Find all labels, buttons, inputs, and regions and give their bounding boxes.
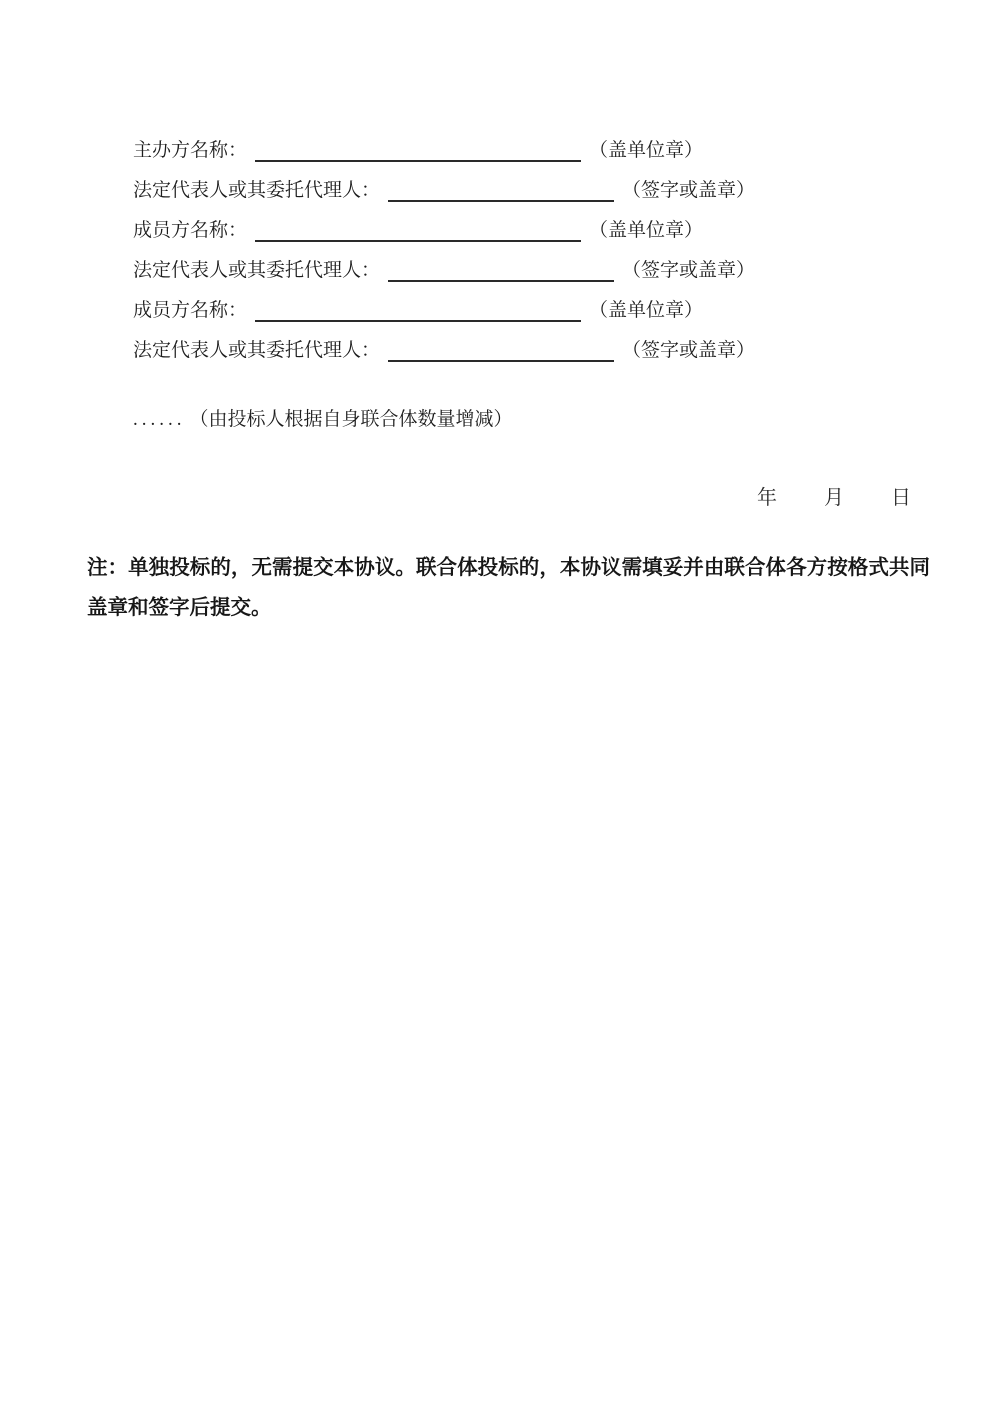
day-label: 日 (891, 487, 911, 509)
fill-in-blank (388, 200, 614, 202)
field-label: 成员方名称： (133, 220, 248, 241)
month-label: 月 (824, 487, 844, 509)
fill-in-blank (255, 320, 581, 322)
fill-in-blank (388, 280, 614, 282)
ellipsis-dots: ...... (133, 409, 186, 430)
fill-in-blank (255, 160, 581, 162)
ellipsis-note (133, 404, 933, 431)
form-line-member-representative (133, 246, 933, 286)
signature-block (133, 126, 933, 431)
seal-instruction: （签字或盖章） (622, 340, 756, 361)
seal-instruction: （签字或盖章） (622, 260, 756, 281)
field-label: 法定代表人或其委托代理人： (133, 180, 381, 201)
date-line (0, 481, 911, 510)
form-line-host-name (133, 126, 933, 166)
seal-instruction: （签字或盖章） (622, 180, 756, 201)
footnote: 注：单独投标的，无需提交本协议。联合体投标的，本协议需填妥并由联合体各方按格式共同盖章和签字后提交。 (87, 557, 930, 619)
ellipsis-text: （由投标人根据自身联合体数量增减） (189, 409, 513, 430)
form-line-host-representative (133, 166, 933, 206)
year-label: 年 (757, 487, 777, 509)
fill-in-blank (255, 240, 581, 242)
fill-in-blank (388, 360, 614, 362)
seal-instruction: （盖单位章） (589, 140, 704, 161)
form-line-member-name (133, 206, 933, 246)
seal-instruction: （盖单位章） (589, 300, 704, 321)
field-label: 法定代表人或其委托代理人： (133, 340, 381, 361)
field-label: 法定代表人或其委托代理人： (133, 260, 381, 281)
form-line-member-name (133, 286, 933, 326)
field-label: 成员方名称： (133, 300, 248, 321)
form-line-member-representative (133, 326, 933, 366)
seal-instruction: （盖单位章） (589, 220, 704, 241)
field-label: 主办方名称： (133, 140, 248, 161)
